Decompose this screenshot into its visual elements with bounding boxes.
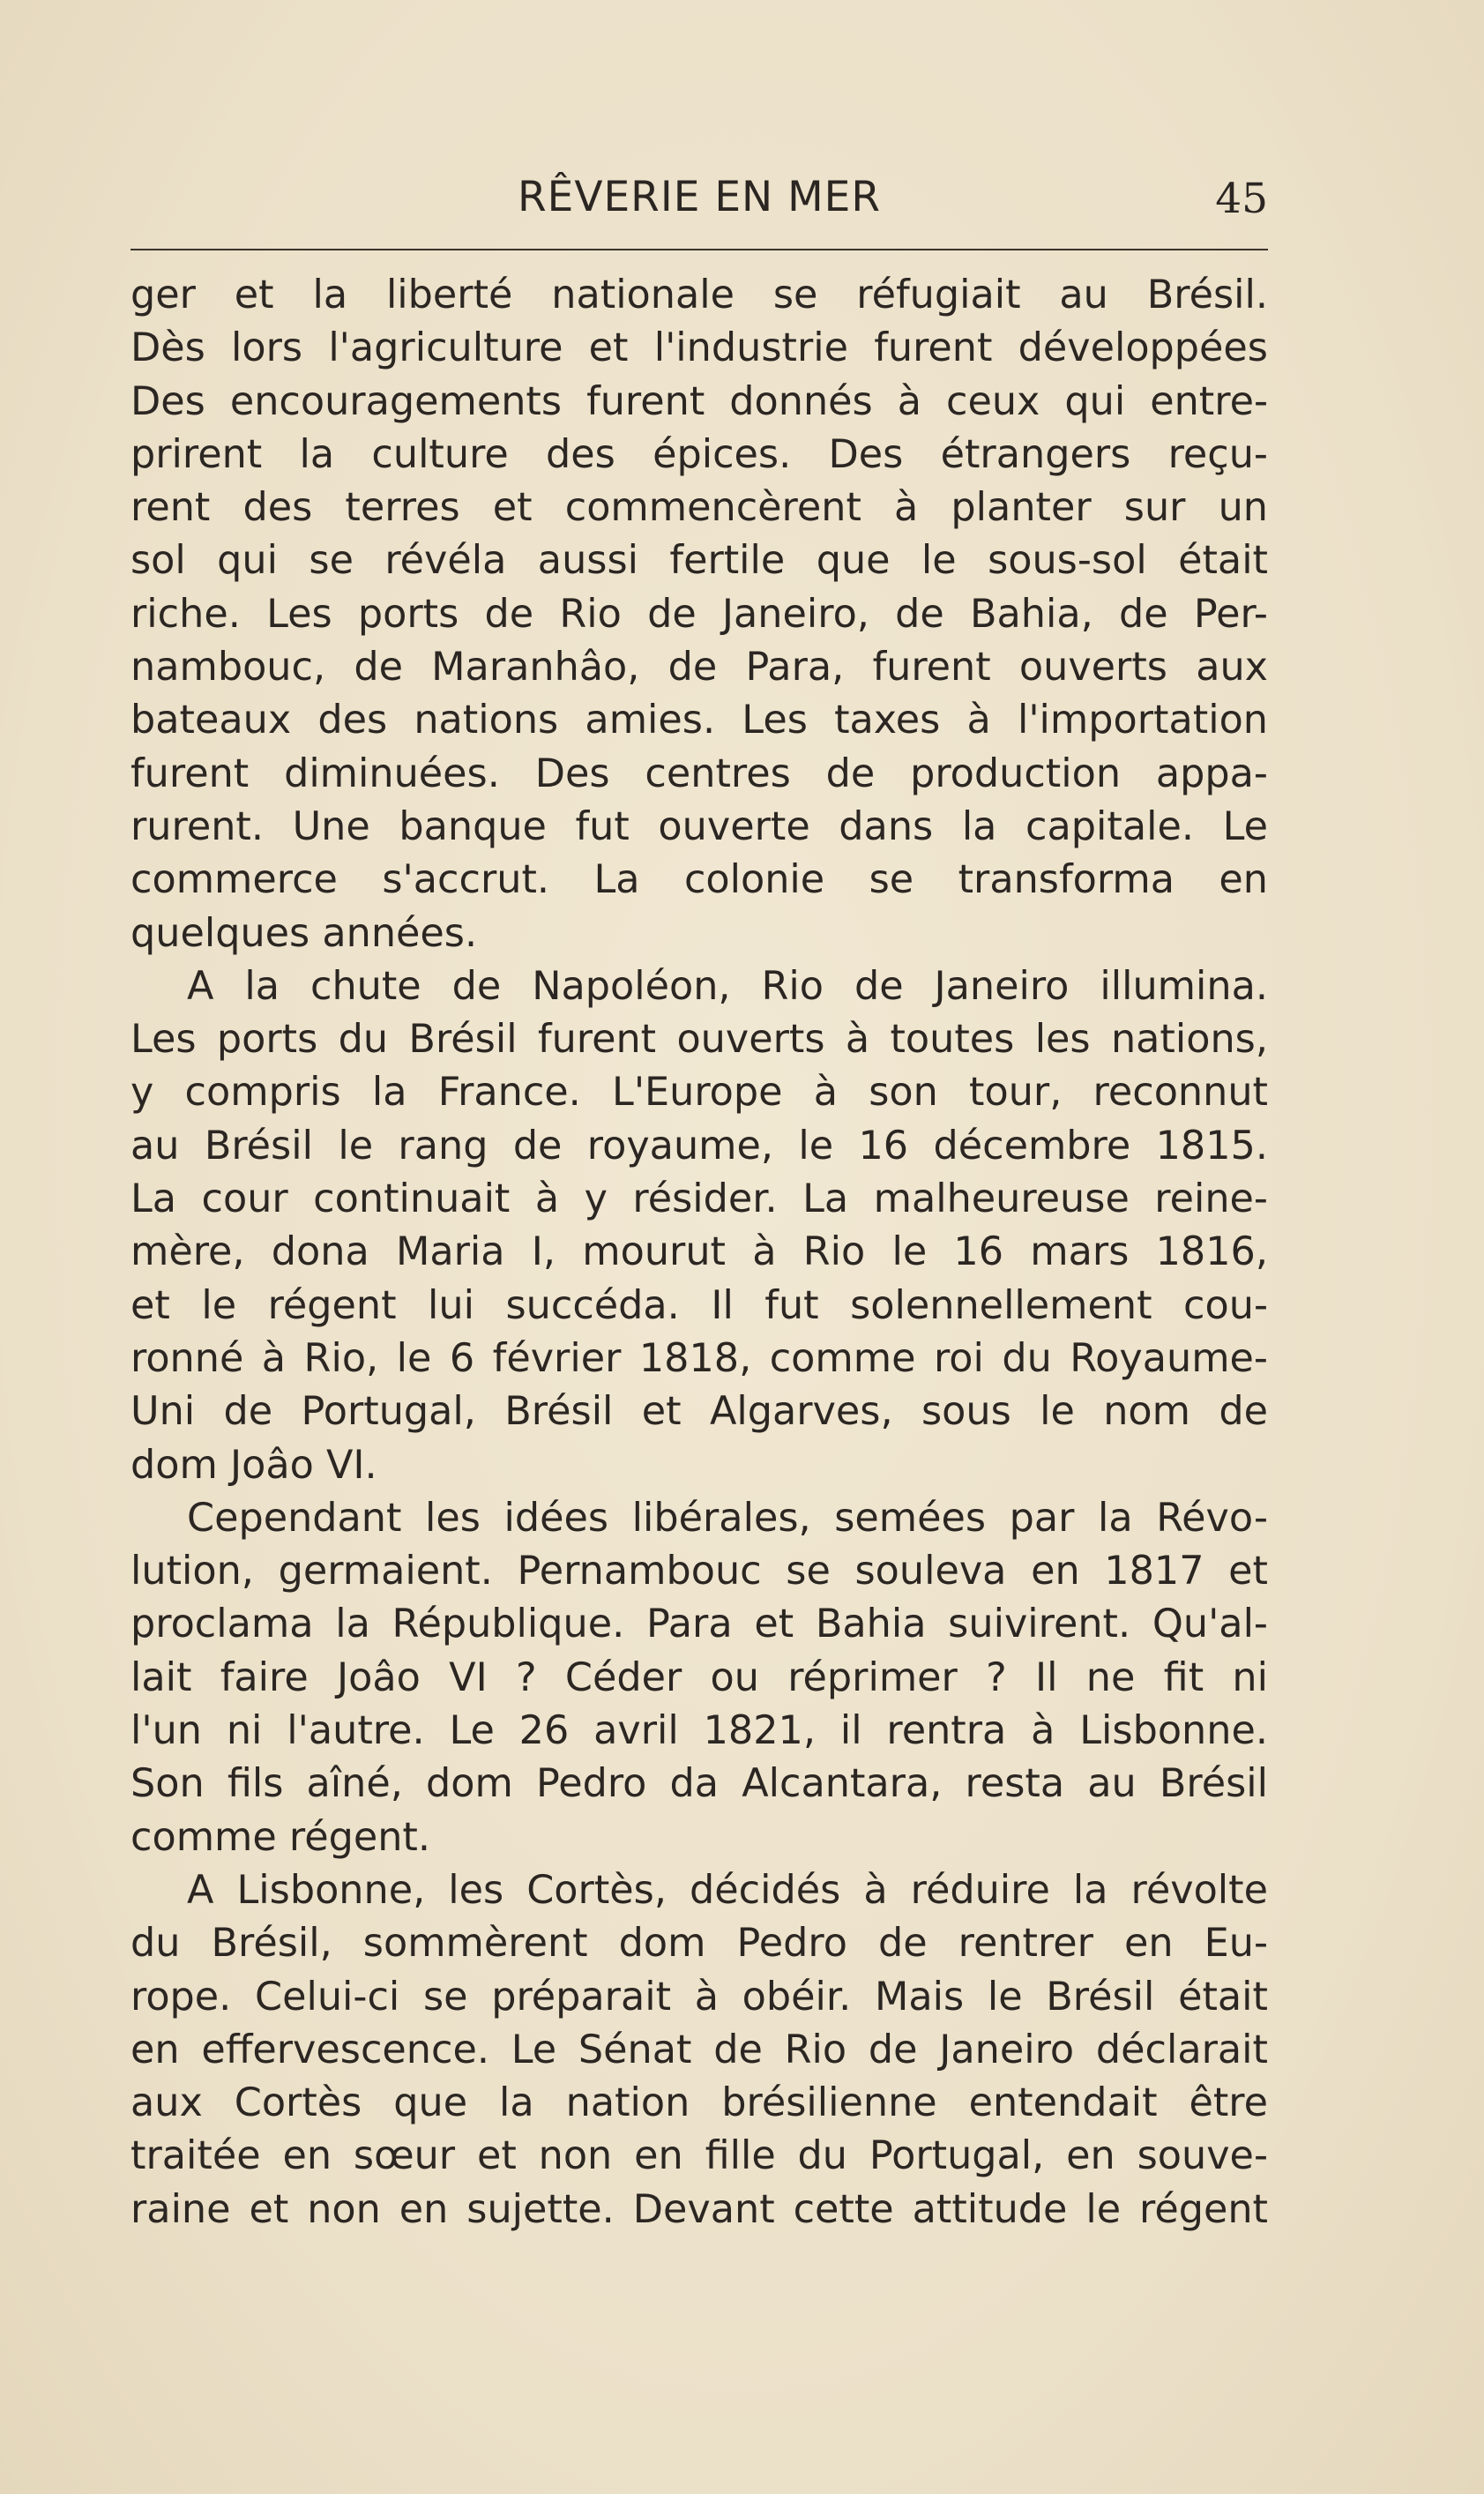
text-line: en effervescence. Le Sénat de Rio de Janeiro déclarait [131,2027,1268,2072]
text-line: aux Cortès que la nation brésilienne entendait être [131,2080,1268,2126]
text-line: Son fils aîné, dom Pedro da Alcantara, resta au Brésil [131,1761,1268,1807]
text-line: comme régent. [131,1814,431,1860]
text-line: rent des terres et commencèrent à planter sur un [131,485,1268,531]
text-line: mère, dona Maria I, mourut à Rio le 16 mars 1816, [131,1229,1268,1275]
header-rule [131,249,1268,250]
text-line: rope. Celui-ci se préparait à obéir. Mais le Brésil était [131,1974,1268,2020]
text-line: dom Joâo VI. [131,1442,377,1488]
text-line: Des encouragements furent donnés à ceux qui entre- [131,378,1268,424]
text-line: prirent la culture des épices. Des étrangers reçu- [131,431,1268,477]
text-line: l'un ni l'autre. Le 26 avril 1821, il rentra à Lisbonne. [131,1708,1268,1754]
text-line: raine et non en sujette. Devant cette attitude le régent [131,2186,1268,2232]
text-line: A la chute de Napoléon, Rio de Janeiro illumina. [187,963,1268,1009]
text-line: du Brésil, sommèrent dom Pedro de rentrer en Eu- [131,1921,1268,1967]
text-line: proclama la République. Para et Bahia suivirent. Qu'al- [131,1602,1268,1647]
text-line: ronné à Rio, le 6 février 1818, comme roi du Royaume- [131,1335,1268,1381]
text-line: lution, germaient. Pernambouc se souleva en 1817 et [131,1549,1268,1594]
text-line: traitée en sœur et non en fille du Portugal, en souve- [131,2133,1268,2179]
text-line: A Lisbonne, les Cortès, décidés à réduire la révolte [187,1867,1268,1913]
text-line: furent diminuées. Des centres de production appa- [131,750,1268,796]
text-line: et le régent lui succéda. Il fut solennellement cou- [131,1282,1268,1328]
text-line: La cour continuait à y résider. La malheureuse reine- [131,1176,1268,1222]
text-line: sol qui se révéla aussi fertile que le sous-sol était [131,538,1268,584]
text-line: y compris la France. L'Europe à son tour, reconnut [131,1070,1268,1116]
text-line: commerce s'accrut. La colonie se transforma en [131,857,1268,903]
text-line: Les ports du Brésil furent ouverts à toutes les nations, [131,1017,1268,1063]
text-line: Uni de Portugal, Brésil et Algarves, sous le nom de [131,1389,1268,1435]
text-line: Cependant les idées libérales, semées par la Révo- [187,1495,1268,1541]
text-line: Dès lors l'agriculture et l'industrie furent développées [131,325,1268,371]
text-line: ger et la liberté nationale se réfugiait au Brésil. [131,273,1268,317]
page-number: 45 [1215,175,1268,223]
running-head [131,173,1268,235]
chapter-title: RÊVERIE EN MER [517,173,882,221]
text-line: lait faire Joâo VI ? Céder ou réprimer ? Il ne fit ni [131,1654,1268,1700]
text-line: nambouc, de Maranhâo, de Para, furent ouverts aux [131,645,1268,691]
text-line: quelques années. [131,910,478,956]
text-line: au Brésil le rang de royaume, le 16 décembre 1815. [131,1123,1268,1169]
text-line: bateaux des nations amies. Les taxes à l'importation [131,698,1268,743]
text-line: riche. Les ports de Rio de Janeiro, de Bahia, de Per- [131,591,1268,637]
body-text [131,269,1268,2236]
text-line: rurent. Une banque fut ouverte dans la capitale. Le [131,803,1268,849]
